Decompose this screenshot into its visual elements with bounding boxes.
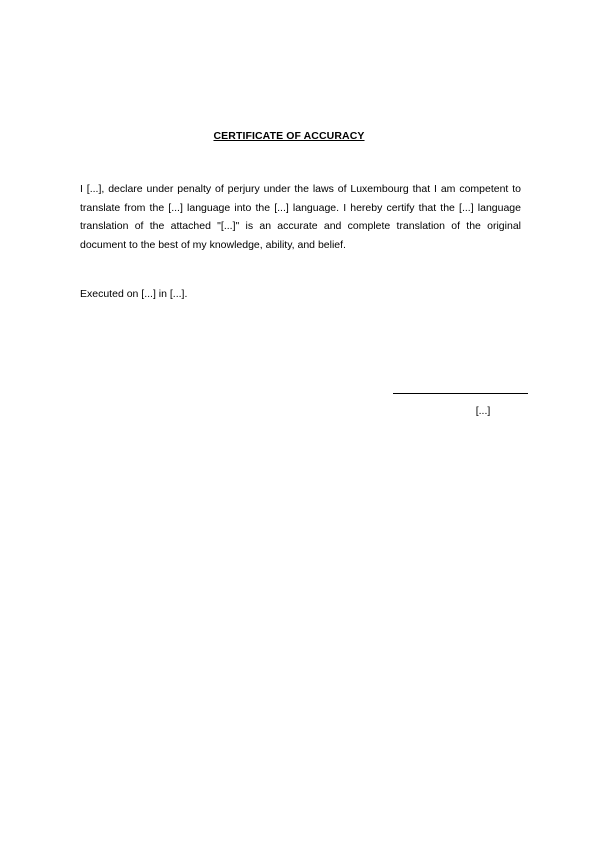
signer-name: [...] <box>475 405 491 417</box>
execution-statement: Executed on [...] in [...]. <box>80 288 188 300</box>
document-title: CERTIFICATE OF ACCURACY <box>213 130 365 142</box>
declaration-paragraph: I [...], declare under penalty of perjury under the laws of Luxembourg that I am competent to translate from the [...] language into the [...] language. I hereby certify that the [...] language translation of the attached "[...]" is an accurate and complete translation of the original document to the best of my knowledge, ability, and belief. <box>80 183 521 252</box>
signature-line <box>393 393 528 394</box>
